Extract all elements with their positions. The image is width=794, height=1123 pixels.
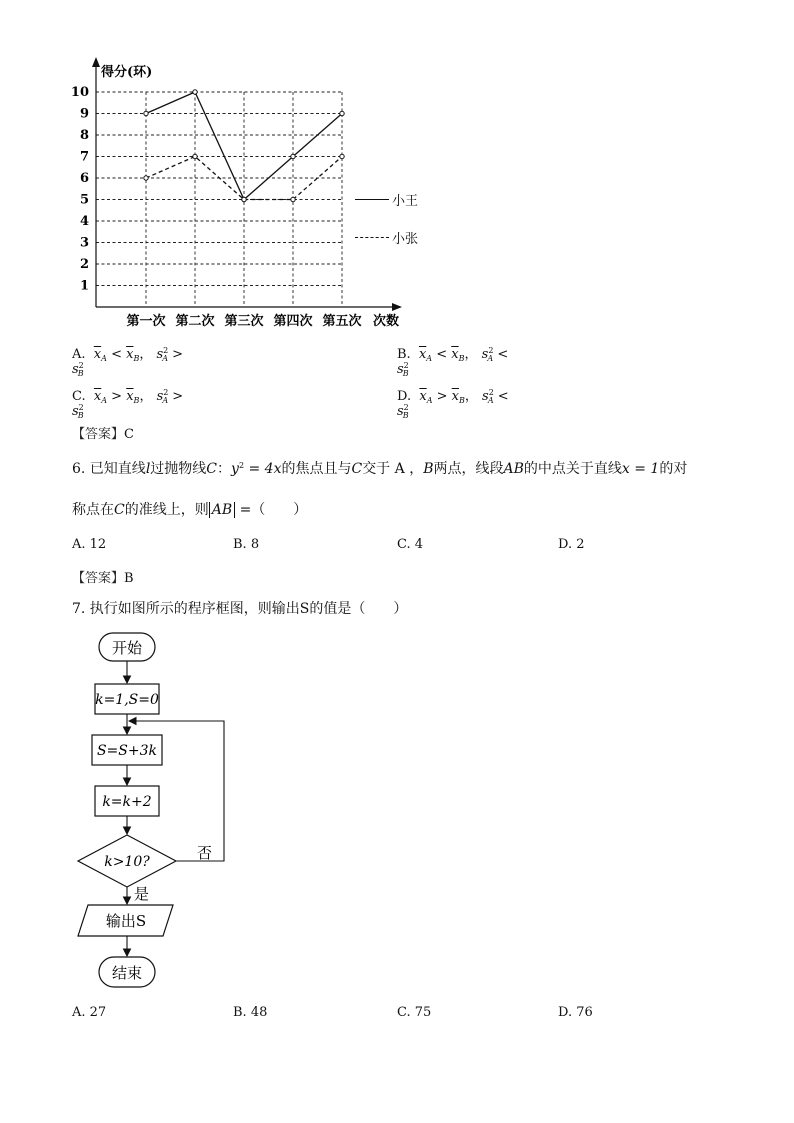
x-axis-title: 次数	[373, 314, 400, 329]
data-point	[340, 154, 344, 158]
chart-labels	[71, 64, 399, 329]
q5-option-c: C. $\overline{x}_A > \overline{x}_B$， $s^2_A > s^2_B$	[72, 388, 184, 420]
data-point	[242, 197, 246, 201]
flow-step1-text: S=S+3k	[96, 743, 158, 759]
answer-tag: 【答案】	[72, 427, 125, 442]
flow-output-text: 输出S	[105, 912, 147, 930]
q7-question: 7. 执行如图所示的程序框图，则输出S的值是（ ）	[72, 601, 408, 617]
option-letter: B.	[397, 347, 411, 362]
q7-option-b: B. 48	[233, 1005, 268, 1020]
chart-series	[144, 90, 344, 202]
flow-yes-label: 是	[134, 885, 150, 903]
chart-axes	[92, 57, 402, 311]
legend-item-wang	[355, 190, 418, 209]
y-tick-label: 7	[79, 149, 89, 165]
flow-start-text: 开始	[111, 639, 143, 657]
option-letter: A.	[72, 347, 86, 362]
q6-question-line1: 6. 已知直线l过抛物线C：$y^2 = 4x$的焦点且与C交于 A ，B两点，线段AB的中点关于直线x = 1的对	[72, 461, 688, 477]
answer-value: C	[124, 427, 134, 442]
legend-label-wang: 小王	[392, 194, 419, 209]
y-tick-label: 10	[70, 85, 89, 100]
flow-step2-text: k=k+2	[102, 794, 152, 810]
data-point	[144, 111, 148, 115]
q6-option-b: B. 8	[233, 537, 260, 552]
data-point	[291, 154, 295, 158]
q5-option-b: B. $\overline{x}_A < \overline{x}_B$， $s^2_A < s^2_B$	[397, 346, 509, 378]
y-tick-label: 8	[79, 128, 89, 143]
q6-option-d: D. 2	[558, 537, 585, 552]
y-tick-label: 5	[79, 192, 89, 208]
q7-option-a: A. 27	[72, 1005, 107, 1020]
program-flowchart	[70, 628, 240, 996]
y-tick-label: 6	[79, 171, 89, 186]
data-point	[340, 111, 344, 115]
data-point	[144, 176, 148, 180]
flow-no-label: 否	[197, 844, 213, 862]
x-tick-label: 第三次	[224, 314, 264, 329]
answer-tag: 【答案】	[72, 571, 125, 586]
q5-answer	[72, 423, 134, 442]
variance-relation: <	[497, 347, 509, 362]
variance-relation: <	[497, 389, 509, 404]
mean-relation: <	[436, 347, 448, 362]
answer-value: B	[124, 571, 134, 586]
option-letter: C.	[72, 389, 86, 404]
q7-option-d: D. 76	[558, 1005, 593, 1020]
y-tick-label: 9	[79, 106, 89, 122]
q6-option-c: C. 4	[397, 537, 424, 552]
x-axis-arrow	[392, 303, 402, 311]
flow-condition-text: k>10?	[104, 854, 150, 870]
y-tick-label: 3	[79, 235, 89, 251]
y-tick-label: 4	[79, 214, 89, 229]
y-axis-arrow	[92, 57, 100, 67]
y-tick-label: 2	[79, 257, 89, 272]
data-point	[291, 197, 295, 201]
legend-dashed-swatch	[355, 237, 389, 238]
series-line-wang	[146, 92, 342, 200]
mean-relation: <	[111, 347, 122, 362]
flow-end-text: 结束	[111, 964, 143, 982]
legend-label-zhang: 小张	[392, 232, 419, 247]
x-tick-label: 第二次	[175, 314, 215, 329]
mean-relation: >	[436, 389, 448, 404]
q7-option-c: C. 75	[397, 1005, 432, 1020]
legend-solid-swatch	[355, 199, 389, 200]
option-letter: D.	[397, 389, 412, 404]
variance-relation: >	[172, 389, 184, 404]
q5-option-d: D. $\overline{x}_A > \overline{x}_B$， $s^2_A < s^2_B$	[397, 388, 509, 420]
chart-legend	[355, 190, 435, 250]
chart-grid	[96, 92, 342, 307]
y-axis-title: 得分(环)	[101, 65, 153, 80]
y-tick-label: 1	[79, 278, 89, 294]
mean-relation: >	[111, 389, 123, 404]
q6-answer	[72, 567, 134, 586]
variance-relation: >	[172, 347, 184, 362]
data-point	[193, 90, 197, 94]
x-tick-label: 第四次	[273, 314, 313, 329]
x-tick-label: 第五次	[322, 314, 362, 329]
data-point	[193, 154, 197, 158]
x-tick-label: 第一次	[126, 314, 166, 329]
q5-option-a: A. $\overline{x}_A < \overline{x}_B$， $s^2_A > s^2_B$	[72, 346, 184, 378]
q6-option-a: A. 12	[72, 537, 107, 552]
flow-init-text: k=1,S=0	[95, 692, 159, 708]
q6-question-line2: 称点在C的准线上，则 AB =（ ）	[72, 502, 308, 518]
legend-item-zhang	[355, 228, 418, 247]
